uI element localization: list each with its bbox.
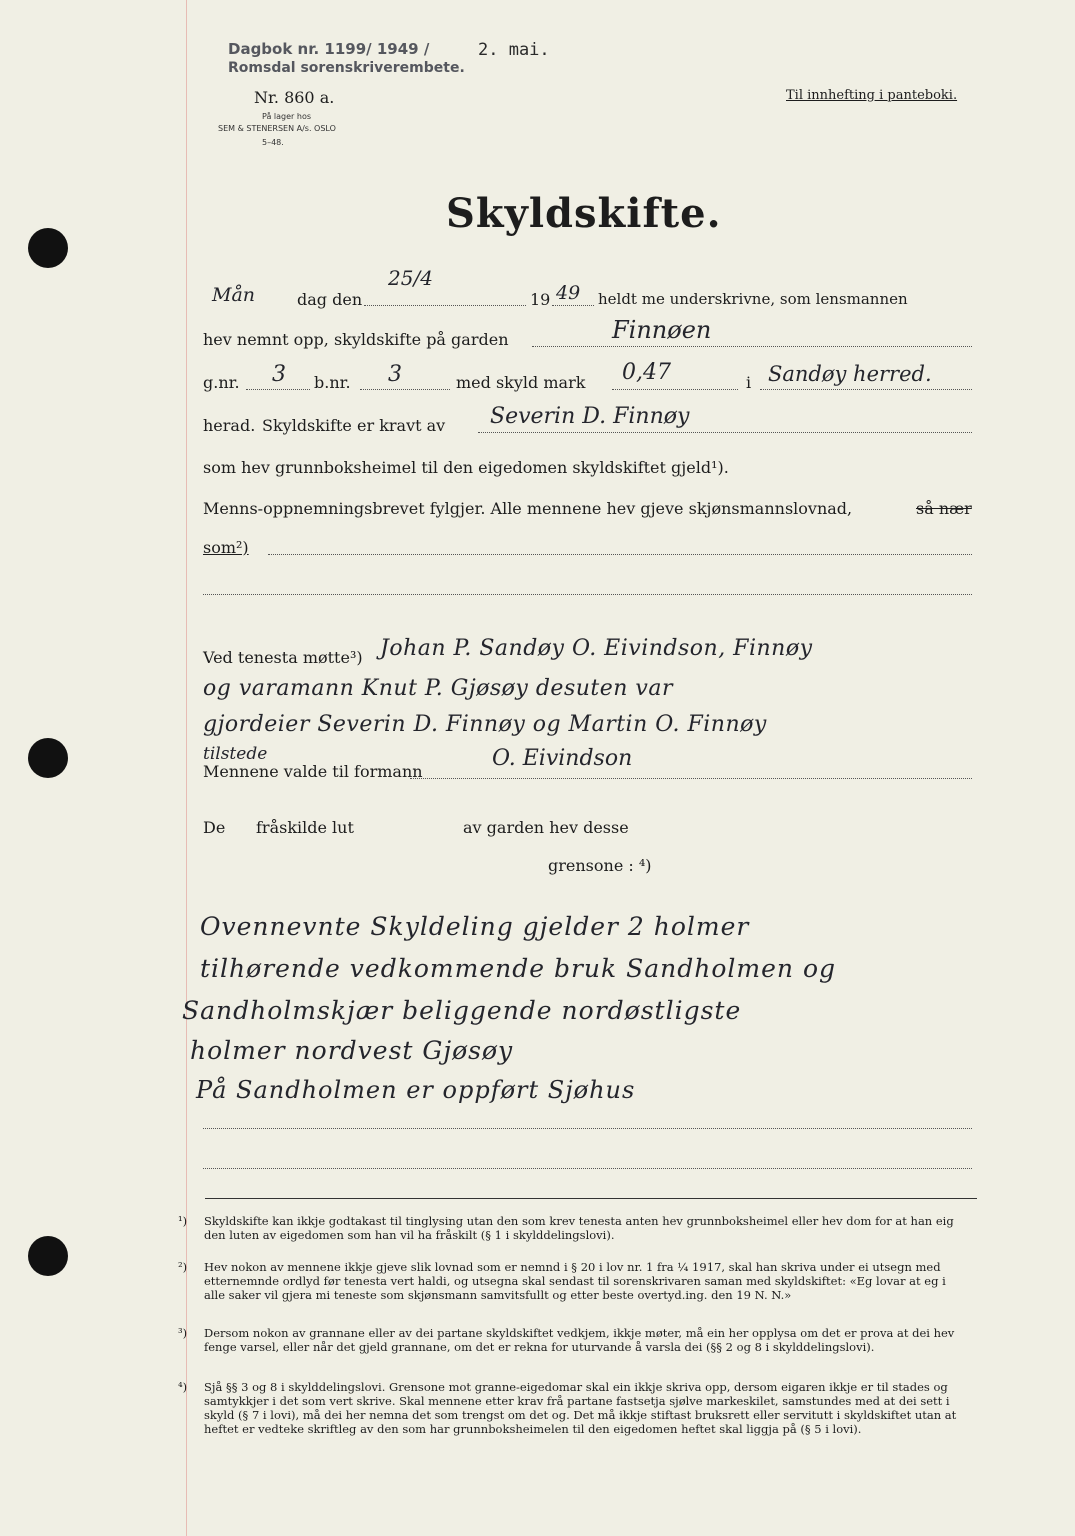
publisher-line: SEM & STENERSEN A/s. OSLO bbox=[218, 124, 336, 133]
handwritten-date: 25/4 bbox=[388, 266, 433, 290]
journal-date: 2. mai. bbox=[478, 40, 550, 60]
form-label: Ved tenesta møtte³) bbox=[203, 648, 363, 667]
footnote-number: ⁴) bbox=[178, 1380, 188, 1394]
form-label: heldt me underskrivne, som lensmannen bbox=[598, 290, 908, 308]
blank-line bbox=[203, 1128, 972, 1129]
form-label: herad. bbox=[203, 416, 256, 435]
handwritten-attendees: Johan P. Sandøy O. Eivindson, Finnøy bbox=[380, 636, 813, 661]
handwritten-requester: Severin D. Finnøy bbox=[490, 404, 690, 429]
footnote bbox=[178, 1326, 962, 1354]
blank-line bbox=[760, 389, 972, 390]
handwritten-chair: O. Eivindson bbox=[492, 746, 633, 771]
footnote bbox=[178, 1260, 962, 1302]
footnote-number: ³) bbox=[178, 1326, 188, 1340]
footnote-text: Dersom nokon av grannane eller av dei partane skyldskiftet vedkjem, ikkje møter, må ein her opplysa om det er prova at dei hev fenge varsel, eller når det gjeld grannane, om det er rekna for uturvande å varsla dei (§§ 2 og 8 i skylddelingslovi). bbox=[204, 1326, 955, 1354]
form-label: b.nr. bbox=[314, 373, 351, 392]
footnote bbox=[178, 1214, 962, 1242]
footnote-text: Skyldskifte kan ikkje godtakast til tinglysing utan den som krev tenesta anten hev grunnboksheimel eller hev dom for at han eig den luten av eigedomen som han vil ha fråskilt (§ 1 i skylddelingslovi). bbox=[204, 1214, 954, 1242]
footnote-rule bbox=[205, 1198, 977, 1199]
page-title: Skyldskifte. bbox=[446, 190, 722, 237]
form-label: Mennene valde til formann bbox=[203, 762, 423, 781]
margin-rule bbox=[186, 0, 187, 1536]
punch-hole bbox=[28, 738, 68, 778]
blank-line bbox=[478, 432, 972, 433]
form-label: grensone : ⁴) bbox=[548, 856, 652, 875]
form-label: i bbox=[746, 373, 752, 392]
blank-line bbox=[360, 389, 450, 390]
blank-line bbox=[612, 389, 738, 390]
handwritten-gnr: 3 bbox=[272, 362, 286, 387]
footnote-number: ²) bbox=[178, 1260, 188, 1274]
form-label: Menns-oppnemningsbrevet fylgjer. Alle mennene hev gjeve skjønsmannslovnad, bbox=[203, 499, 853, 518]
form-number: Nr. 860 a. bbox=[254, 88, 335, 107]
handwritten-boundary: holmer nordvest Gjøsøy bbox=[190, 1036, 514, 1065]
blank-line bbox=[268, 554, 972, 555]
handwritten-farm: Finnøen bbox=[612, 316, 712, 344]
handwritten-boundary: Ovennevnte Skyldeling gjelder 2 holmer bbox=[200, 912, 750, 941]
punch-hole bbox=[28, 1236, 68, 1276]
handwritten-attendees: tilstede bbox=[203, 744, 268, 764]
form-label: Skyldskifte er kravt av bbox=[262, 416, 446, 435]
handwritten-bnr: 3 bbox=[388, 362, 402, 387]
footnote-text: Sjå §§ 3 og 8 i skylddelingslovi. Grensone mot granne-eigedomar skal ein ikkje skriva opp, dersom eigaren ikkje er til stades og samtykkjer i det som vert skrive. Skal mennene etter krav frå partane fastsetja sjølve markeskilet, samstundes med at dei sett i skyld (§ 7 i lovi), må dei her nemna det som trengst om det og. Det må ikkje stiftast bruksrett eller servitutt i skyldskiftet utan at heftet er vedteke skriftleg av den som har grunnboksheimelen til den eigedomen heftet skal liggja på (§ 5 i lovi). bbox=[204, 1380, 957, 1436]
publisher-line: På lager hos bbox=[262, 112, 311, 121]
office-stamp: Romsdal sorenskriverembete. bbox=[228, 60, 465, 76]
form-label: av garden hev desse bbox=[463, 818, 629, 837]
footnote-text: Hev nokon av mennene ikkje gjeve slik lovnad som er nemnd i § 20 i lov nr. 1 fra ¼ 1917, skal han skriva under ei utsegn med etternemnde ordlyd før tenesta vert haldi, og utsegna skal sendast til sorenskrivaren saman med skyldskiftet: «Eg lovar at eg i alle saker vil gjera mi teneste som skjønsmann samvitsfullt og etter beste overtyd.ing. den 19 N. N.» bbox=[204, 1260, 946, 1302]
handwritten-year: 49 bbox=[556, 282, 581, 304]
handwritten-skyld: 0,47 bbox=[622, 360, 671, 385]
binding-note: Til innhefting i panteboki. bbox=[786, 88, 958, 103]
form-label: hev nemnt opp, skyldskifte på garden bbox=[203, 330, 509, 349]
handwritten-boundary: tilhørende vedkommende bruk Sandholmen og bbox=[200, 954, 836, 983]
blank-line bbox=[532, 346, 972, 347]
blank-line bbox=[410, 778, 972, 779]
blank-line bbox=[203, 1168, 972, 1169]
blank-line bbox=[552, 305, 594, 306]
handwritten-attendees: og varamann Knut P. Gjøsøy desuten var bbox=[203, 676, 673, 701]
form-label: som hev grunnboksheimel til den eigedomen skyldskiftet gjeld¹). bbox=[203, 458, 729, 477]
punch-hole bbox=[28, 228, 68, 268]
handwritten-attendees: gjordeier Severin D. Finnøy og Martin O. Finnøy bbox=[203, 712, 767, 737]
handwritten-boundary: På Sandholmen er oppført Sjøhus bbox=[196, 1076, 636, 1104]
blank-line bbox=[246, 389, 310, 390]
form-label: som²) bbox=[203, 538, 249, 557]
form-label: 19 bbox=[530, 290, 551, 309]
form-label: g.nr. bbox=[203, 373, 240, 392]
blank-line bbox=[203, 594, 972, 595]
form-label: fråskilde lut bbox=[256, 818, 354, 837]
handwritten-municipality: Sandøy herred. bbox=[768, 362, 932, 386]
blank-line bbox=[364, 305, 526, 306]
struck-text: så nær bbox=[916, 499, 972, 518]
footnote-number: ¹) bbox=[178, 1214, 188, 1228]
journal-stamp: Dagbok nr. 1199/ 1949 / bbox=[228, 40, 430, 58]
publisher-line: 5–48. bbox=[262, 138, 284, 147]
form-label: dag den bbox=[297, 290, 363, 309]
handwritten-weekday: Mån bbox=[212, 284, 256, 306]
handwritten-boundary: Sandholmskjær beliggende nordøstligste bbox=[182, 996, 742, 1025]
form-label: med skyld mark bbox=[456, 373, 586, 392]
footnote bbox=[178, 1380, 962, 1436]
form-label: De bbox=[203, 818, 226, 837]
